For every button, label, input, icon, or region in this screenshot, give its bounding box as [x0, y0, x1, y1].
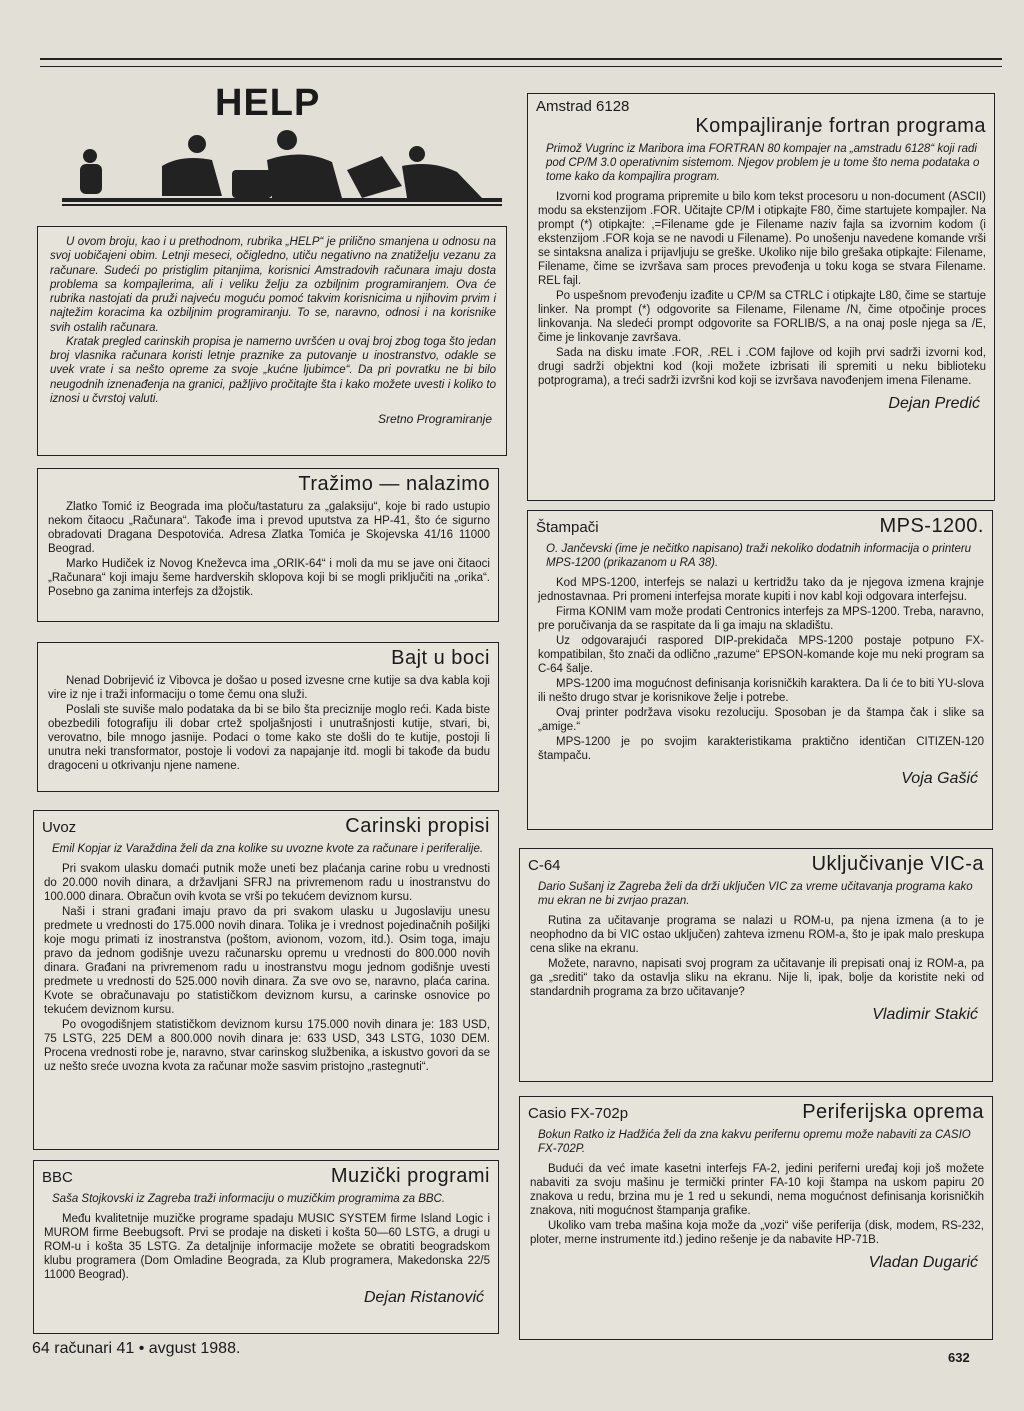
- article-paragraph: Naši i strani građani imaju pravo da pri svakom ulasku u Jugoslaviju unesu predmete u vrednosti do 175.000 novih dinara. Tolika je i vrednost pojedinačnih pošiljki koje mogu primati iz inostranstva (poštom, avionom, vozom, itd.). Osim toga, imaju pravo da jednom godišnje uvezu računarsku opremu u vrednosti do 800.000 novih dinara. Građani na privremenom radu u inostranstvu mogu jednom godišnje uvesti predmete u vrednosti do 525.000 novih dinara. Za sve ovo se, naravno, plaća carina. Kvote se obračunavaju po statističkom deviznom kursu, a carinske osnovice po tekućem deviznom kursu.: [44, 906, 490, 1017]
- article-title: Periferijska oprema: [802, 1101, 984, 1123]
- article-paragraph: Rutina za učitavanje programa se nalazi u ROM-u, pa njena izmena (a to je neophodno da bi VIC ostao uključen) zahteva izmenu ROM-a, što je ipak malo preskupa cena slike na ekranu.: [530, 915, 984, 956]
- article-category: BBC: [42, 1169, 73, 1186]
- article-title: Uključivanje VIC-a: [811, 853, 984, 875]
- article-casio: [519, 1096, 993, 1340]
- help-illustration: [62, 126, 502, 210]
- article-signature: Dejan Ristanović: [363, 1289, 484, 1307]
- article-paragraph: Nenad Dobrijević iz Vibovca je došao u posed izvesne crne kutije sa dva kabla koji vire iz nje i traži informaciju o tome čemu ona služi.: [48, 675, 490, 702]
- article-lead: Saša Stojkovski iz Zagreba traži informaciju o muzičkim programima za BBC.: [52, 1193, 446, 1205]
- article-uvoz: [33, 810, 499, 1150]
- article-trazimo: [37, 468, 499, 622]
- article-signature: Voja Gašić: [901, 770, 978, 788]
- article-title: Muzički programi: [330, 1165, 490, 1187]
- article-title: MPS-1200.: [879, 515, 984, 537]
- article-paragraph: Sada na disku imate .FOR, .REL i .COM fajlove od kojih prvi sadrži izvorni kod, drugi sadrži objektni kod (koji možete izbrisati ili spremiti u neku biblioteku potprograma), a treći sadrži izvršni kod koji se izvršava navođenjem imena Filename.: [538, 347, 986, 388]
- top-rule-thin: [40, 66, 1002, 67]
- article-paragraph: Po ovogodišnjem statističkom deviznom kursu 175.000 novih dinara je: 183 USD, 75 LSTG, 225 DEM a 800.000 novih dinara je: 633 USD, 343 LSTG, 1030 DEM. Procena vrednosti robe je, naravno, stvar carinskog službenika, a iskustvo govori da se uz nešto sreće uvozna kvota za računar može sasvim pristojno „rastegnuti“.: [44, 1019, 490, 1074]
- page-number: 632: [948, 1350, 970, 1365]
- article-paragraph: Budući da već imate kasetni interfejs FA-2, jedini periferni uređaj koji još možete nabaviti za svoju mašinu je termički printer FA-10 koji štampa na uskom papiru 20 znakova u redu, brzina mu je 1 red u sekundi, nema mogućnost definisanja korisničkih znakova, niti mogućnost štampanja grafike.: [530, 1163, 984, 1218]
- intro-paragraph: Kratak pregled carinskih propisa je namerno uvršćen u ovaj broj zbog toga što jedan broj vlasnika računara koristi letnje praznike za putovanje u inostranstvo, odakle se uvek vrate i sa nešto opreme za svoje „kućne ljubimce“. Da pri povratku ne bi bilo neugodnih iznenađenja na granici, pažljivo pročitajte šta i kako možete uvesti i koliko to iznosi u čvrstoj valuti.: [50, 335, 496, 405]
- page-footer: 64 računari 41 • avgust 1988.: [32, 1340, 241, 1357]
- article-paragraph: Među kvalitetnije muzičke programe spadaju MUSIC SYSTEM firme Island Logic i MUROM firme Beebugsoft. Prvi se prodaje na disketi i košta 50—60 LSTG, a drugi u ROM-u i košta 35 LSTG. Za detaljnije informacije možete se obratiti beogradskom klubu programera (Dom Omladine Beograda, za Klub programera, Makedonska 22/5 11000 Beograd).: [44, 1213, 490, 1282]
- article-category: Štampači: [536, 519, 599, 536]
- article-paragraph: MPS-1200 je po svojim karakteristikama praktično identičan CITIZEN-120 štampaču.: [538, 736, 984, 763]
- article-paragraph: Firma KONIM vam može prodati Centronics interfejs za MPS-1200. Treba, naravno, pre poručivanja da se raspitate da li ga imaju na skladištu.: [538, 606, 984, 633]
- section-title: HELP: [215, 82, 321, 124]
- article-bajt: [37, 642, 499, 792]
- article-paragraph: Po uspešnom prevođenju izađite u CP/M sa CTRLC i otipkajte L80, čime se startuje linker. Na prompt (*) odgovorite sa Filename, Filename /N, čime otpočinje proces linkovanja. Na sledeći prompt odgovorite sa FORLIB/S, a na onaj posle njega sa /E, čime je linkovanje završava.: [538, 290, 986, 345]
- article-signature: Vladan Dugarić: [868, 1254, 978, 1272]
- article-title: Carinski propisi: [345, 815, 490, 837]
- article-paragraph: MPS-1200 ima mogućnost definisanja korisničkih karaktera. Da li će to biti YU-slova ili nešto drugo stvar je korisnikove želje i potrebe.: [538, 678, 984, 705]
- article-category: Amstrad 6128: [536, 98, 630, 115]
- article-paragraph: Marko Hudiček iz Novog Kneževca ima „ORIK-64“ i moli da mu se jave oni čitaoci „Računara“ koji imaju šeme hardverskih sklopova koji bi se mogli priključiti na „orika“. Posebno ga zanima interfejs za džojstik.: [48, 558, 490, 599]
- article-category: Uvoz: [42, 819, 77, 836]
- article-paragraph: Izvorni kod programa pripremite u bilo kom tekst procesoru u non-document (ASCII) modu sa ekstenzijom .FOR. Učitajte CP/M i otipkajte F80, čime startujete kompajler. Na prompt (*) otipkajte: ,=Filename gde je Filename naziv fajla sa izvornim kodom (i ekstenzijom .FOR koja se ne navodi u Filename). Po unošenju navedene komande vrši se sintaksna analiza i prijavljuju se greške. Ukoliko nije bilo grešaka otipkajte: Filename, Filename, čime se izvršava sam proces prevođenja u toku koga se stvara Filename. REL fajl.: [538, 191, 986, 288]
- intro-signature: Sretno Programiranje: [377, 412, 492, 426]
- help-intro-box: [37, 226, 507, 456]
- article-paragraph: Možete, naravno, napisati svoj program za učitavanje ili prepisati onaj iz ROM-a, pa ga „srediti“ tako da ostavlja sliku na ekranu. Nije li, ipak, bolje da koristite neki od standardnih programa za brzo učitavanje?: [530, 958, 984, 999]
- article-paragraph: Uz odgovarajući raspored DIP-prekidača MPS-1200 postaje potpuno FX-kompatibilan, što znači da odlično „razume“ EPSON-komande koje mu neki program sa C-64 šalje.: [538, 635, 984, 676]
- article-lead: O. Jančevski (ime je nečitko napisano) traži nekoliko dodatnih informacija o printeru MPS-1200 (prikazanom u RA 38).: [546, 543, 972, 570]
- top-rule: [40, 58, 1002, 60]
- article-bbc: [33, 1160, 499, 1334]
- article-paragraph: Pri svakom ulasku domaći putnik može uneti bez plaćanja carine robu u vrednosti do 20.000 novih dinara, a državljani SFRJ na privremenom radu u inostranstvu do 100.000 dinara. Obračun ovih kvota se vrši po tekućem deviznom kursu.: [44, 863, 490, 904]
- article-paragraph: Kod MPS-1200, interfejs se nalazi u kertridžu tako da je njegova izmena krajnje jednostavnaa. Pri promeni interfejsa morate kupiti i nov kabl koji odgovara interfejsu.: [538, 577, 984, 604]
- article-title: Tražimo — nalazimo: [298, 473, 490, 495]
- article-paragraph: Ukoliko vam treba mašina koja može da „vozi“ više periferija (disk, modem, RS-232, ploter, merne instrumente itd.) jedino rešenje je da nabavite HP-71B.: [530, 1220, 984, 1247]
- article-title: Kompajliranje fortran programa: [695, 115, 986, 137]
- article-c64: [519, 848, 993, 1082]
- article-paragraph: Ovaj printer podržava visoku rezoluciju. Sposoban je da štampa čak i slike sa „amige.“: [538, 707, 984, 734]
- article-category: C-64: [528, 857, 561, 874]
- article-amstrad: [527, 93, 995, 501]
- article-title: Bajt u boci: [391, 647, 490, 669]
- intro-paragraph: U ovom broju, kao i u prethodnom, rubrika „HELP“ je prilično smanjena u odnosu na svoj uobičajeni obim. Letnji meseci, očigledno, utiču negativno na znatiželju vezanu za računare. Sudeći po pristiglim pitanjima, korisnici Amstradovih računara imaju dosta problema sa kompajlerima, ali i veliku želju za ozbiljnim programiranjem. Ova će rubrika nastojati da pruži najveću moguću pomoć takvim korisnicima u njihovim prvim i najtežim koracima ka ozbiljnim programiranju. To se, naravno, odnosi i na korisnike svih ostalih računara.: [50, 236, 496, 334]
- article-paragraph: Zlatko Tomić iz Beograda ima ploču/tastaturu za „galaksiju“, koje bi rado ustupio nekom čitaocu „Računara“. Takođe ima i prevod uputstva za HP-41, što će sigurno obradovati Dragana Despotovića. Adresa Zlatka Tomića je Skojevska 41/16 11000 Beograd.: [48, 501, 490, 556]
- article-lead: Primož Vugrinc iz Maribora ima FORTRAN 80 kompajer na „amstradu 6128“ koji radi pod CP/M 3.0 operativnim sistemom. Njegov problem je u tome što nema podataka o tome kako da kompajlira program.: [546, 143, 980, 184]
- article-lead: Emil Kopjar iz Varaždina želi da zna kolike su uvozne kvote za računare i periferalije.: [52, 843, 484, 855]
- article-lead: Bokun Ratko iz Hadžića želi da zna kakvu perifernu opremu može nabaviti za CASIO FX-702P.: [538, 1129, 971, 1156]
- article-category: Casio FX-702p: [528, 1105, 629, 1122]
- article-paragraph: Poslali ste suviše malo podataka da bi se bilo šta preciznije moglo reći. Kada biste obezbedili fotografiju ili dobar crtež spoljašnjosti i unutrašnjosti kutije, stvari, bi, verovatno, bile mnogo jasnije. Podaci o tome kako ste došli do te kutije, postoji li unutra neki transformator, postoje li vodovi za napajanje itd. mogli bi takođe da budu dragoceni u otkrivanju njene namene.: [48, 704, 490, 773]
- article-stampaci: [527, 510, 993, 830]
- article-signature: Dejan Predić: [888, 395, 980, 413]
- article-lead: Dario Sušanj iz Zagreba želi da drži uključen VIC za vreme učitavanja programa kako mu ekran ne bi zvrjao prazan.: [538, 881, 973, 908]
- article-signature: Vladimir Stakić: [872, 1006, 978, 1024]
